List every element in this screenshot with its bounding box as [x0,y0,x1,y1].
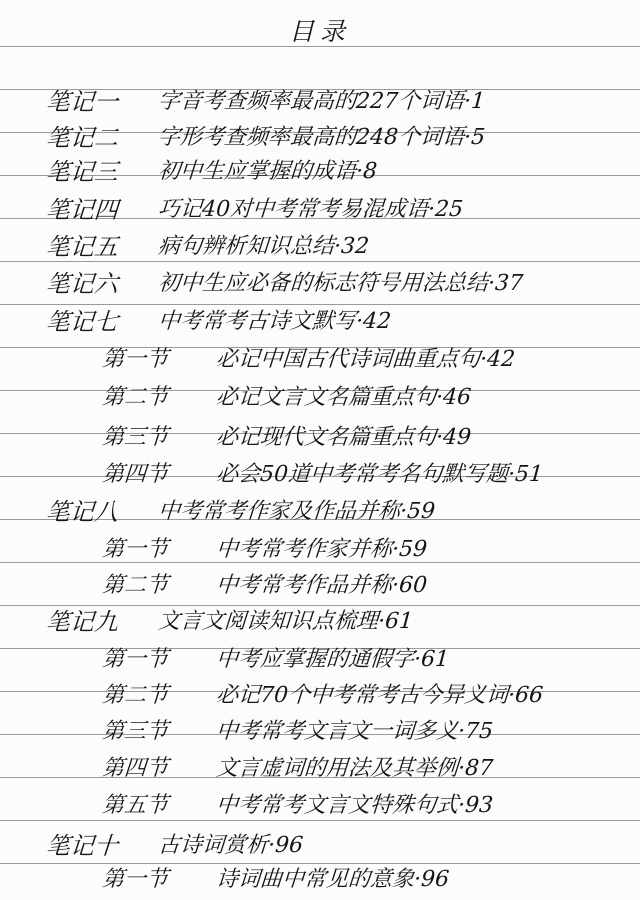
note-label: 笔记三 [45,158,119,186]
toc-section-row [0,640,640,680]
toc-section-row [0,712,640,752]
note-title: 病句辨析知识总结·32 [157,234,370,259]
note-title: 巧记40对中考常考易混成语·25 [157,197,464,222]
toc-section-row [0,378,640,418]
section-title: 中考应掌握的通假字·61 [215,647,450,672]
note-label: 笔记八 [45,498,119,526]
section-title: 必记文言文名篇重点句·46 [215,385,472,410]
toc-section-row [0,530,640,570]
section-label: 第二节 [101,385,169,410]
note-label: 笔记一 [45,88,119,116]
toc-section-row [0,340,640,380]
note-title: 初中生应掌握的成语·8 [157,159,378,184]
section-label: 第一节 [101,647,169,672]
toc-note-row [0,492,640,532]
note-label: 笔记六 [45,270,119,298]
section-title: 中考常考作品并称·60 [215,573,428,598]
section-label: 第一节 [101,347,169,372]
section-title: 必记现代文名篇重点句·49 [215,425,472,450]
toc-section-row [0,749,640,789]
note-title: 初中生应必备的标志符号用法总结·37 [157,271,524,296]
note-label: 笔记十 [45,832,119,860]
section-label: 第二节 [101,683,169,708]
section-label: 第四节 [101,462,169,487]
section-title: 文言虚词的用法及其举例·87 [215,756,494,781]
note-title: 中考常考作家及作品并称·59 [157,499,436,524]
section-label: 第一节 [101,537,169,562]
section-label: 第三节 [101,425,169,450]
toc-note-row [0,190,640,230]
toc-note-row [0,302,640,342]
section-label: 第四节 [101,756,169,781]
note-title: 字音考查频率最高的227个词语·1 [157,89,486,114]
toc-note-row [0,152,640,192]
section-title: 中考常考作家并称·59 [215,537,428,562]
note-label: 笔记七 [45,308,119,336]
note-title: 古诗词赏析·96 [157,833,304,858]
toc-section-row [0,418,640,458]
section-label: 第一节 [101,867,169,892]
toc-section-row [0,860,640,900]
toc-note-row [0,82,640,122]
note-title: 文言文阅读知识点梳理·61 [157,609,414,634]
section-title: 中考常考文言文特殊句式·93 [215,793,494,818]
section-label: 第二节 [101,573,169,598]
section-title: 必记中国古代诗词曲重点句·42 [215,347,516,372]
section-title: 中考常考文言文一词多义·75 [215,719,494,744]
note-label: 笔记四 [45,196,119,224]
note-title: 字形考查频率最高的248个词语·5 [157,125,486,150]
toc-section-row [0,566,640,606]
toc-section-row [0,676,640,716]
section-title: 必会50道中考常考名句默写题·51 [215,462,544,487]
note-label: 笔记九 [45,608,119,636]
note-label: 笔记二 [45,124,119,152]
section-label: 第五节 [101,793,169,818]
toc-section-row [0,455,640,495]
note-label: 笔记五 [45,233,119,261]
toc-note-row [0,264,640,304]
title-underline [0,46,640,47]
toc-note-row [0,227,640,267]
section-title: 诗词曲中常见的意象·96 [215,867,450,892]
section-label: 第三节 [101,719,169,744]
page-title: 目录 [288,17,351,46]
toc-note-row [0,602,640,642]
toc-section-row [0,786,640,826]
note-title: 中考常考古诗文默写·42 [157,309,392,334]
section-title: 必记70个中考常考古今异义词·66 [215,683,544,708]
